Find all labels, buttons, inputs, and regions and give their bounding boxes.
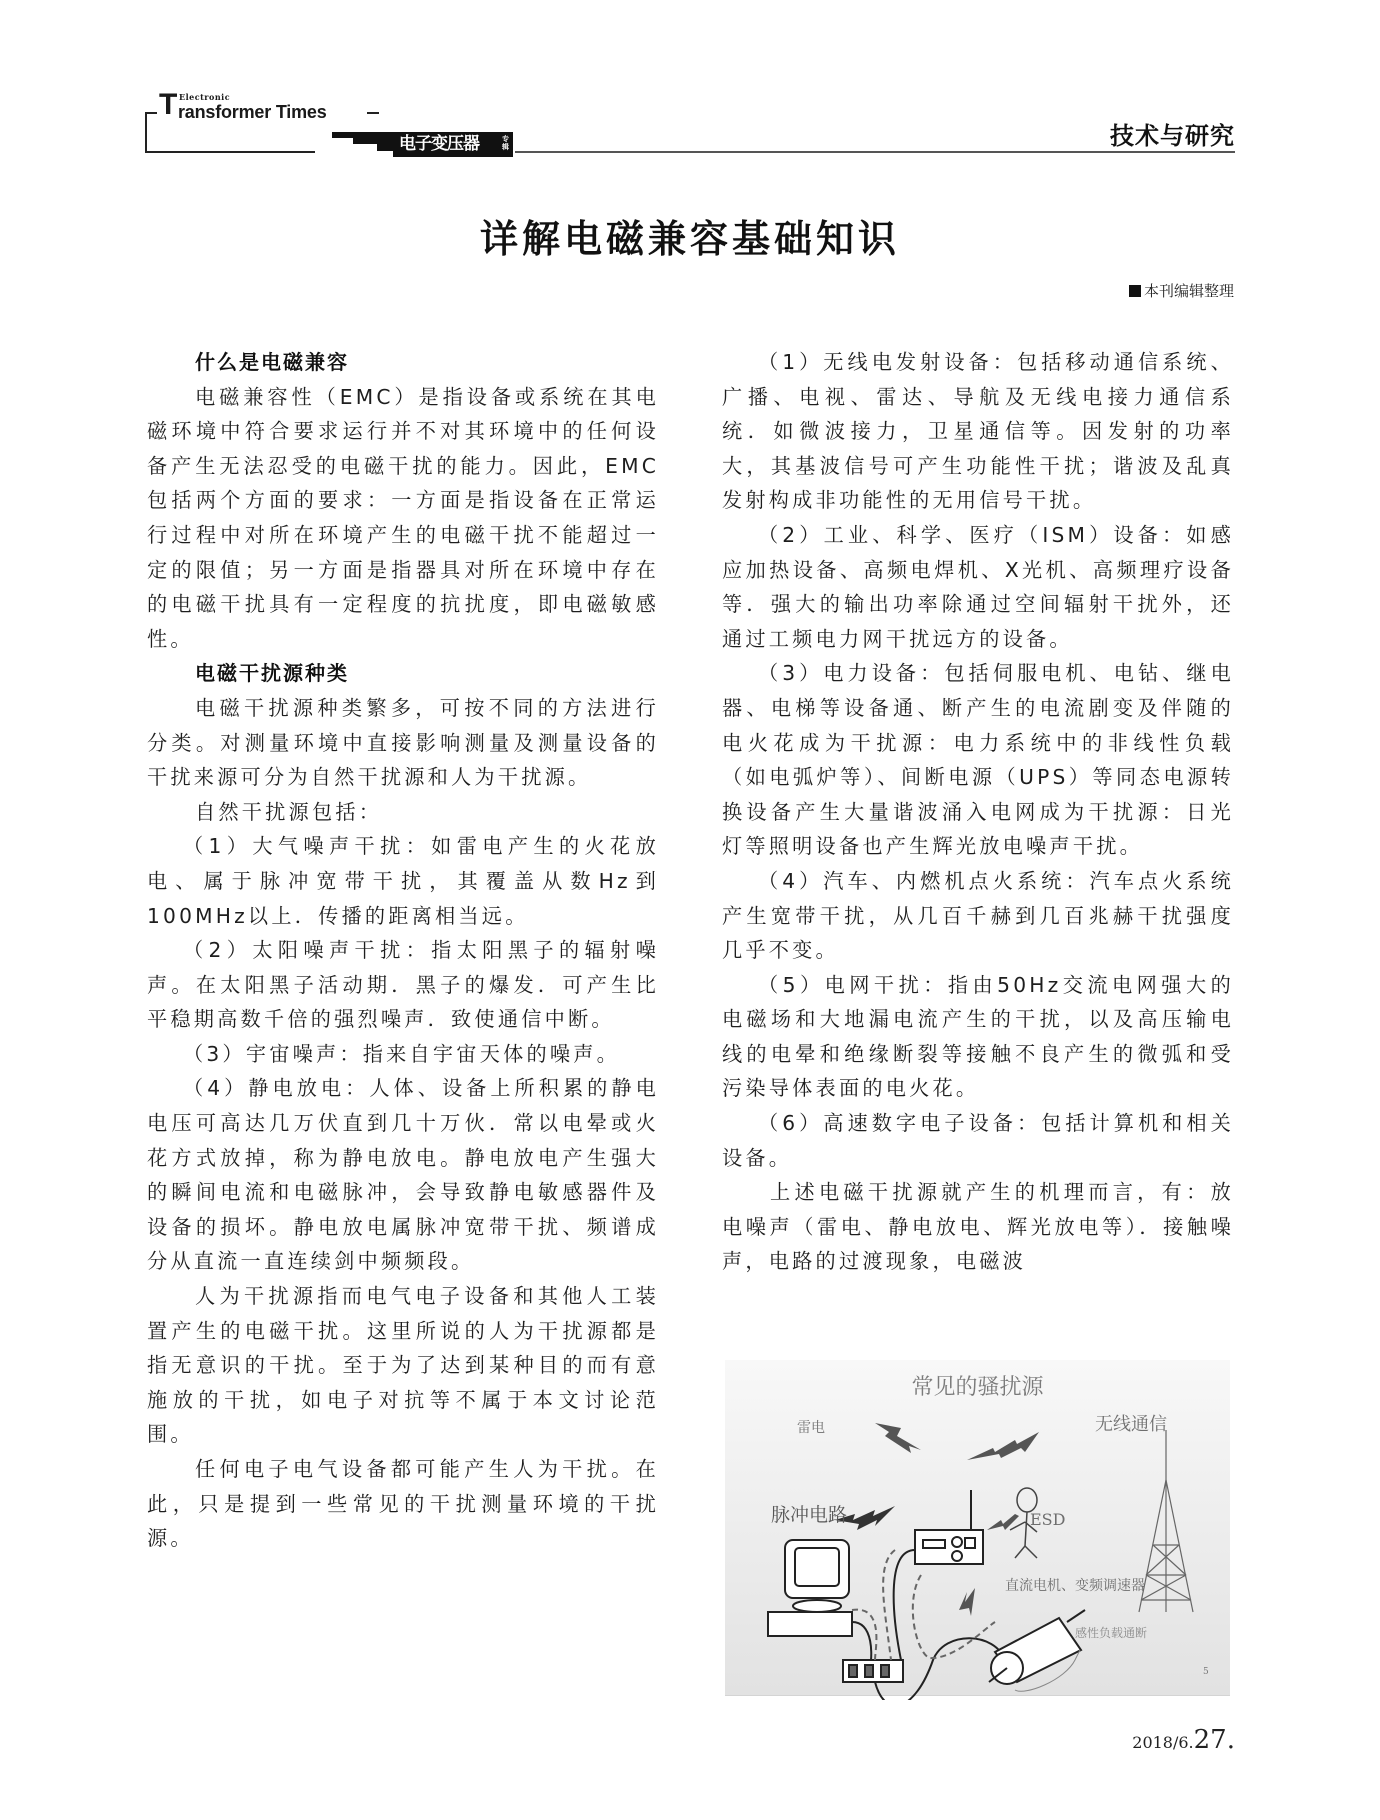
wireless-bolt-icon <box>967 1432 1039 1460</box>
body-paragraph: 电磁兼容性（EMC）是指设备或系统在其电磁环境中符合要求运行并不对其环境中的任何设备产生无法忍受的电磁干扰的能力。因此，EMC包括两个方面的要求：一方面是指设备在正常运行过程中对所在环境产生的电磁干扰不能超过一定的限值；另一方面是指器具对所在环境中存在的电磁干扰具有一定程度的抗扰度，即电磁敏感性。 <box>147 384 659 651</box>
list-item-paragraph: （1）无线电发射设备：包括移动通信系统、广播、电视、雷达、导航及无线电接力通信系统．如微波接力，卫星通信等。因发射的功率大，其基波信号可产生功能性干扰；谐波及乱真发射构成非功能性的无用信号干扰。 <box>722 350 1234 513</box>
body-paragraph: 人为干扰源指而电气电子设备和其他人工装置产生的电磁干扰。这里所说的人为干扰源都是指无意识的干扰。至于为了达到某种目的而有意施放的干扰，如电子对抗等不属于本文讨论范围。 <box>147 1284 659 1447</box>
right-column <box>722 345 1234 1279</box>
body-paragraph: 任何电子电气设备都可能产生人为干扰。在此，只是提到一些常见的干扰测量环境的干扰源。 <box>147 1457 659 1551</box>
label-lightning: 雷电 <box>797 1420 825 1436</box>
motor-icon <box>989 1610 1085 1684</box>
masthead-rule <box>367 112 379 114</box>
list-item-paragraph: （2）太阳噪声干扰：指太阳黑子的辐射噪声。在太阳黑子活动期．黑子的爆发．可产生比平稳期高数千倍的强烈噪声．致使通信中断。 <box>147 938 659 1032</box>
list-item-paragraph: （2）工业、科学、医疗（ISM）设备：如感应加热设备、高频电焊机、X光机、高频理疗设备等．强大的输出功率除通过空间辐射干扰外，还通过工频电力网干扰远方的设备。 <box>722 522 1234 651</box>
byline-square-icon <box>1129 285 1141 297</box>
list-item-paragraph: （4）静电放电：人体、设备上所积累的静电电压可高达几万伏直到几十万伙．常以电晕或火花方式放掉，称为静电放电。静电放电产生强大的瞬间电流和电磁脉冲，会导致静电敏感器件及设备的损坏。静电放电属脉冲宽带干扰、频谱成分从直流一直连续剑中频频段。 <box>147 1076 659 1274</box>
motor-bolt-icon <box>959 1588 975 1616</box>
list-item-paragraph: （5）电网干扰：指由50Hz交流电网强大的电磁场和大地漏电流产生的干扰，以及高压输电线的电晕和绝缘断裂等接触不良产生的微弧和受污染导体表面的电火花。 <box>722 972 1234 1101</box>
section-tag: 技术与研究 <box>1110 122 1235 150</box>
lightning-bolt-icon <box>875 1423 921 1453</box>
logo-electronic: Electronic <box>179 92 231 102</box>
issue-date: 2018/6. <box>1132 1733 1194 1752</box>
masthead-rule <box>515 151 1235 153</box>
masthead-rule <box>145 151 315 153</box>
computer-icon <box>768 1540 852 1636</box>
section-heading: 电磁干扰源种类 <box>195 661 349 686</box>
figure-title: 常见的骚扰源 <box>911 1375 1044 1400</box>
left-column <box>147 345 659 1556</box>
label-wireless: 无线通信 <box>1095 1414 1167 1435</box>
label-esd: ESD <box>1030 1510 1066 1529</box>
radio-tower-icon <box>1139 1430 1193 1612</box>
cn-brand-text: 电子变压器 <box>399 134 479 154</box>
figure-interference-sources <box>725 1360 1230 1700</box>
label-inductive-load: 感性负载通断 <box>1075 1626 1148 1640</box>
radio-device-icon <box>915 1490 983 1564</box>
section-heading: 什么是电磁兼容 <box>195 350 349 374</box>
list-item-paragraph: （6）高速数字电子设备：包括计算机和相关设备。 <box>722 1111 1234 1170</box>
byline <box>1129 280 1234 301</box>
power-strip-icon <box>843 1660 903 1682</box>
masthead-rule <box>145 112 147 152</box>
interference-dashes <box>852 1550 995 1660</box>
list-item-paragraph: （3）电力设备：包括伺服电机、电钻、继电器、电梯等设备通、断产生的电流剧变及伴随的电火花成为干扰源：电力系统中的非线性负载（如电弧炉等）、间断电源（UPS）等同态电源转换设备产生大量谐波涌入电网成为干扰源：日光灯等照明设备也产生辉光放电噪声干扰。 <box>722 661 1234 859</box>
list-item-paragraph: （3）宇宙噪声：指来自宇宙天体的噪声。 <box>183 1041 621 1066</box>
label-pulse-circuit: 脉冲电路 <box>771 1504 848 1526</box>
list-item-paragraph: （4）汽车、内燃机点火系统：汽车点火系统产生宽带干扰，从几百千赫到几百兆赫干扰强度几乎不变。 <box>722 868 1234 963</box>
body-paragraph: 上述电磁干扰源就产生的机理而言，有：放电噪声（雷电、静电放电、辉光放电等）．接触噪声，电路的过渡现象，电磁波 <box>722 1180 1234 1274</box>
logo-initial: T <box>159 88 178 121</box>
article-title: 详解电磁兼容基础知识 <box>479 216 900 261</box>
masthead <box>145 88 1235 154</box>
slide-number: 5 <box>1203 1667 1209 1677</box>
body-paragraph: 自然干扰源包括： <box>195 799 383 824</box>
logo-wordmark: ransformer Times <box>178 102 327 122</box>
list-item-paragraph: （1）大气噪声干扰：如雷电产生的火花放电、属于脉冲宽带干扰，其覆盖从数Hz到100MHz以上．传播的距离相当远。 <box>147 834 659 928</box>
page-footer <box>1132 1725 1235 1755</box>
cn-brand-badge <box>393 132 513 157</box>
page-number: 27. <box>1193 1725 1235 1755</box>
byline-text: 本刊编辑整理 <box>1143 282 1234 300</box>
body-paragraph: 电磁干扰源种类繁多，可按不同的方法进行分类。对测量环境中直接影响测量及测量设备的干扰来源可分为自然干扰源和人为干扰源。 <box>147 695 659 790</box>
cn-brand-sub: 专辑 <box>502 135 509 151</box>
label-motor: 直流电机、变频调速器 <box>1005 1578 1145 1594</box>
